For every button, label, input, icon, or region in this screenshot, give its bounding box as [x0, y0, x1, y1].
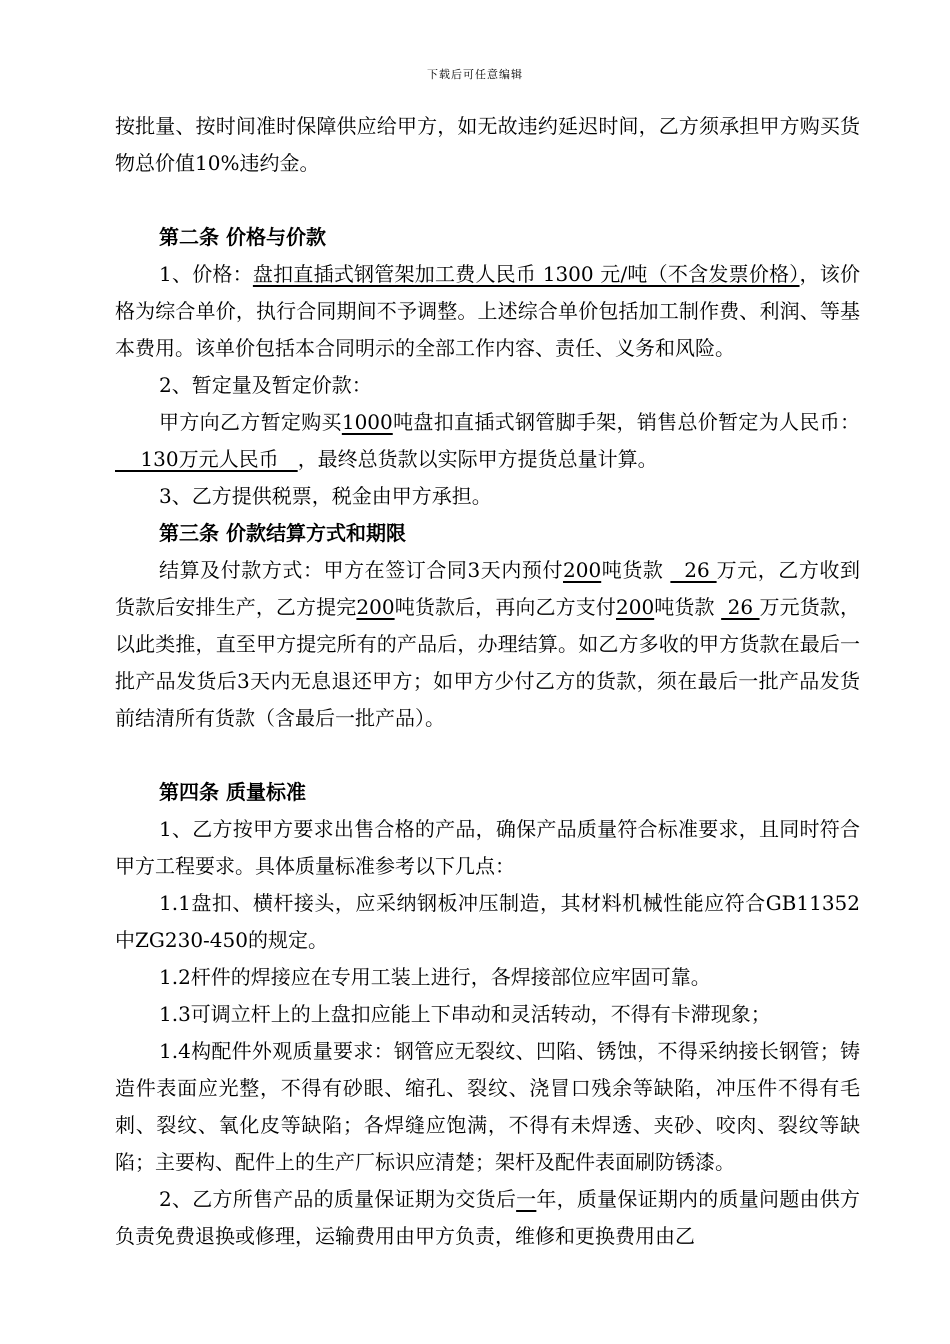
price-prefix: 1、价格： — [159, 262, 253, 286]
text-run: 年，质量保证期内的质量问题由供方负责免费退换或修理，运输费用由甲方负责，维修和更换费用由乙 — [115, 1187, 861, 1248]
text-run: 结算及付款方式：甲方在签订合同3天内预付 — [159, 558, 564, 582]
price-rest: ，该价格为综合单价，执行合同期间不予调整。上述综合单价包括加工制作费、利润、等基本费用。该单价包括本合同明示的全部工作内容、责任、义务和风险。 — [115, 262, 860, 360]
amount-value: 26 — [721, 595, 760, 619]
provisional-quantity-clause — [115, 404, 860, 478]
page-header: 下载后可任意编辑 — [427, 68, 523, 81]
section-2-heading: 第二条 价格与价款 — [159, 225, 326, 249]
total-price-value: 130万元人民币 — [115, 447, 298, 471]
quality-clause-1-2: 1.2杆件的焊接应在专用工装上进行，各焊接部位应牢固可靠。 — [159, 965, 711, 989]
amount-value: 26 — [670, 558, 717, 582]
text-run: 甲方向乙方暂定购买 — [159, 410, 342, 434]
price-clause — [115, 256, 860, 367]
provisional-quantity-title: 2、暂定量及暂定价款： — [159, 373, 372, 397]
text-run: 吨盘扣直插式钢管脚手架，销售总价暂定为人民币： — [392, 410, 861, 434]
tonnage-value: 200 — [563, 558, 602, 582]
payment-clause — [115, 552, 860, 737]
price-underlined: 盘扣直插式钢管架加工费人民币 1300 元/吨（不含发票价格） — [252, 262, 800, 286]
text-run: 万元，乙方收到货款后安排生产，乙方提完 — [115, 558, 860, 619]
quality-clause-1-4: 1.4构配件外观质量要求：钢管应无裂纹、凹陷、锈蚀，不得采纳接长钢管；铸造件表面应光整，不得有砂眼、缩孔、裂纹、浇冒口残余等缺陷，冲压件不得有毛刺、裂纹、氧化皮等缺陷；各焊缝应饱满，不得有未焊透、夹砂、咬肉、裂纹等缺陷；主要构、配件上的生产厂标识应清楚；架杆及配件表面刷防锈漆。 — [115, 1039, 860, 1174]
quantity-value: 1000 — [341, 410, 393, 434]
section-4-heading: 第四条 质量标准 — [159, 780, 306, 804]
text-run: 2、乙方所售产品的质量保证期为交货后 — [159, 1187, 517, 1211]
text-run: 吨货款 — [654, 595, 722, 619]
text-run: 吨货款后，再向乙方支付 — [394, 595, 616, 619]
section-3-heading: 第三条 价款结算方式和期限 — [159, 521, 406, 545]
paragraph-continuation: 按批量、按时间准时保障供应给甲方，如无故违约延迟时间，乙方须承担甲方购买货物总价值10%违约金。 — [115, 114, 860, 175]
warranty-years-value: 一 — [516, 1187, 537, 1211]
warranty-clause — [115, 1181, 860, 1255]
tonnage-value: 200 — [616, 595, 655, 619]
quality-clause-1: 1、乙方按甲方要求出售合格的产品，确保产品质量符合标准要求，且同时符合甲方工程要求。具体质量标准参考以下几点： — [115, 817, 860, 878]
document-body — [115, 108, 860, 1255]
quality-clause-1-3: 1.3可调立杆上的上盘扣应能上下串动和灵活转动，不得有卡滞现象； — [159, 1002, 771, 1026]
tonnage-value: 200 — [356, 595, 395, 619]
text-run: ，最终总货款以实际甲方提货总量计算。 — [297, 447, 658, 471]
text-run: 万元货款，以此类推，直至甲方提完所有的产品后，办理结算。如乙方多收的甲方货款在最后一批产品发货后3天内无息退还甲方；如甲方少付乙方的货款，须在最后一批产品发货前结清所有货款（含最后一批产品）。 — [115, 595, 861, 730]
tax-clause: 3、乙方提供税票，税金由甲方承担。 — [159, 484, 492, 508]
text-run: 吨货款 — [601, 558, 671, 582]
quality-clause-1-1: 1.1盘扣、横杆接头，应采纳钢板冲压制造，其材料机械性能应符合GB11352中ZG230-450的规定。 — [115, 891, 860, 952]
